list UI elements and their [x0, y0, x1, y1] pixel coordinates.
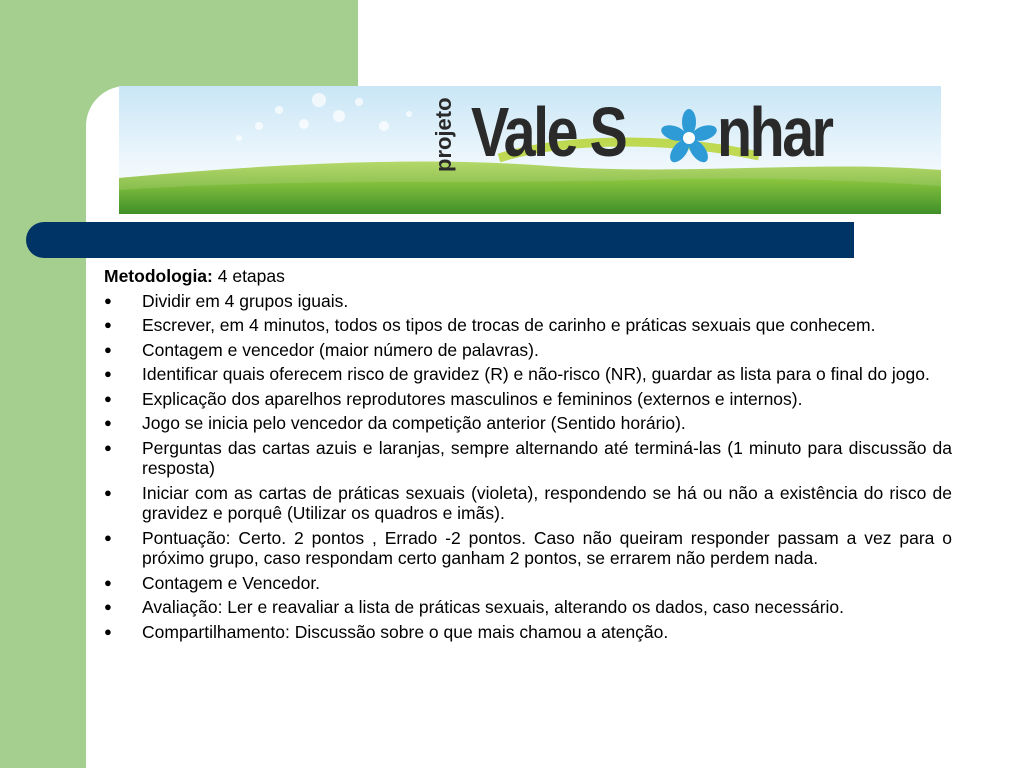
list-item-text: Jogo se inicia pelo vencedor da competição anterior (Sentido horário). — [142, 413, 686, 433]
bullet-icon: ● — [104, 484, 112, 500]
list-item — [104, 597, 952, 618]
list-item-text: Perguntas das cartas azuis e laranjas, sempre alternando até terminá-las (1 minuto para discussão da resposta) — [142, 437, 952, 478]
list-item-text: Iniciar com as cartas de práticas sexuais (violeta), respondendo se há ou não a existência do risco de gravidez e porquê (Utilizar os quadros e imãs). — [142, 482, 952, 523]
list-item-text: Explicação dos aparelhos reprodutores masculinos e femininos (externos e internos). — [142, 388, 803, 409]
list-item — [104, 622, 952, 643]
logo-vale-text: Vale S — [471, 93, 626, 171]
bullet-icon: ● — [104, 341, 112, 357]
list-item-text: Compartilhamento: Discussão sobre o que mais chamou a atenção. — [142, 621, 669, 642]
list-item — [104, 413, 952, 434]
steps-list — [104, 291, 952, 643]
list-item-text: Escrever, em 4 minutos, todos os tipos de trocas de carinho e práticas sexuais que conhecem. — [142, 315, 876, 335]
bullet-icon: ● — [104, 623, 112, 639]
list-item-text: Contagem e Vencedor. — [142, 572, 321, 593]
list-item — [104, 528, 952, 569]
slide-content — [104, 266, 952, 646]
bullet-icon: ● — [104, 390, 112, 406]
list-item — [104, 483, 952, 524]
list-item — [104, 573, 952, 594]
bullet-icon: ● — [104, 317, 112, 332]
logo-nhar-text: nhar — [717, 93, 832, 171]
bullet-icon: ● — [104, 415, 112, 430]
title-bar — [26, 222, 854, 258]
bullet-icon: ● — [104, 366, 112, 381]
logo-projeto-text: projeto — [431, 97, 456, 172]
bullet-icon: ● — [104, 439, 112, 455]
list-item — [104, 291, 952, 312]
list-item — [104, 438, 952, 479]
bullet-icon: ● — [104, 529, 112, 545]
list-item-text: Pontuação: Certo. 2 pontos , Errado -2 pontos. Caso não queiram responder passam a vez para o próximo grupo, caso respondam certo ganham 2 pontos, se errarem não perdem nada. — [142, 527, 952, 568]
list-item-text: Contagem e vencedor (maior número de palavras). — [142, 339, 539, 360]
heading-value: 4 etapas — [212, 266, 285, 286]
bullet-icon: ● — [104, 599, 112, 614]
list-item-text: Avaliação: Ler e reavaliar a lista de práticas sexuais, alterando os dados, caso necessário. — [142, 597, 845, 617]
list-item — [104, 340, 952, 361]
flower-icon — [659, 108, 719, 168]
project-banner — [119, 86, 941, 214]
bullet-icon: ● — [104, 574, 112, 590]
heading-label: Metodologia: — [104, 266, 213, 286]
list-item-text: Dividir em 4 grupos iguais. — [142, 290, 349, 311]
list-item — [104, 315, 952, 336]
methodology-heading — [104, 266, 952, 287]
list-item — [104, 364, 952, 385]
bullet-icon: ● — [104, 292, 112, 308]
list-item-text: Identificar quais oferecem risco de gravidez (R) e não-risco (NR), guardar as lista para o final do jogo. — [142, 364, 930, 384]
list-item — [104, 389, 952, 410]
